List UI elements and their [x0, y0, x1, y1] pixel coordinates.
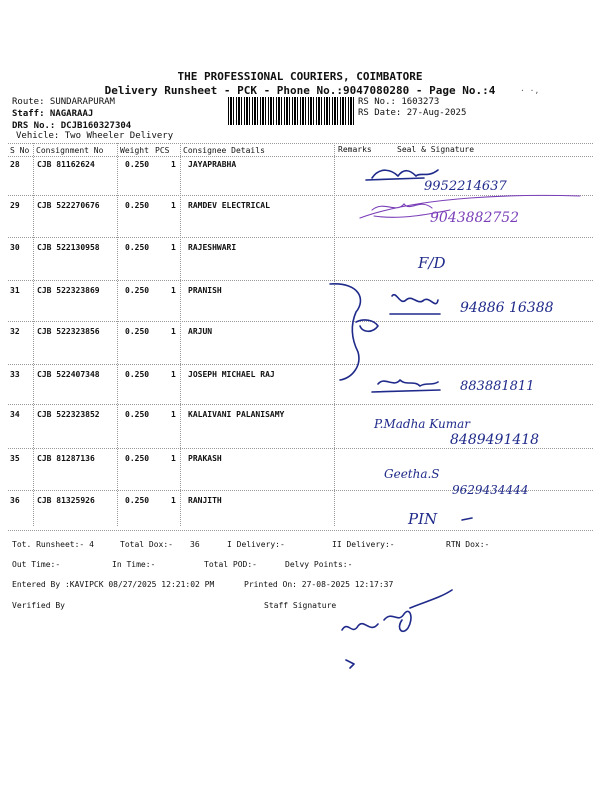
cell-sno: 35: [10, 454, 20, 463]
phone-28: 9952214637: [424, 179, 507, 194]
cell-pcs: 1: [171, 286, 176, 295]
cell-weight: 0.250: [125, 201, 150, 210]
cell-consignment-no: CJB 81162624: [37, 160, 95, 169]
cell-weight: 0.250: [125, 496, 150, 505]
cell-pcs: 1: [171, 454, 176, 463]
out-time: Out Time:-: [12, 560, 61, 569]
cell-weight: 0.250: [125, 286, 150, 295]
cell-pcs: 1: [171, 410, 176, 419]
col-weight: Weight: [120, 146, 149, 155]
phone-35: 9629434444: [452, 483, 529, 497]
mark-36: PIN: [408, 510, 438, 528]
rs-number: RS No.: 1603273: [358, 97, 440, 107]
cell-pcs: 1: [171, 496, 176, 505]
cell-sno: 30: [10, 243, 20, 252]
cell-consignee: KALAIVANI PALANISAMY: [188, 410, 285, 419]
cell-consignment-no: CJB 81287136: [37, 454, 95, 463]
cell-consignee: PRANISH: [188, 286, 222, 295]
col-consignee: Consignee Details: [183, 146, 265, 155]
cell-pcs: 1: [171, 327, 176, 336]
printed-on: Printed On: 27-08-2025 12:17:37: [244, 580, 394, 589]
cell-consignment-no: CJB 522323856: [37, 327, 100, 336]
dash-36: [462, 518, 472, 520]
phone-29: 9043882752: [430, 210, 520, 226]
route-label: Route: SUNDARAPURAM: [12, 97, 115, 107]
total-pod: Total POD:-: [204, 560, 257, 569]
cell-pcs: 1: [171, 160, 176, 169]
cell-pcs: 1: [171, 370, 176, 379]
rtn-dox: RTN Dox:-: [446, 540, 490, 549]
staff-label: Staff: NAGARAAJ: [12, 109, 94, 119]
cell-sno: 36: [10, 496, 20, 505]
cell-consignee: ARJUN: [188, 327, 213, 336]
rs-date: RS Date: 27-Aug-2025: [358, 108, 467, 118]
cell-weight: 0.250: [125, 370, 150, 379]
col-sno: S No: [10, 146, 30, 155]
ii-delivery: II Delivery:-: [332, 540, 395, 549]
cell-consignee: JAYAPRABHA: [188, 160, 237, 169]
total-dox-label: Total Dox:-: [120, 540, 173, 549]
bracket-31-33: [330, 284, 378, 380]
signature-31: [390, 295, 440, 314]
drs-number: DRS No.: DCJB160327304: [12, 121, 132, 131]
runsheet-subtitle: Delivery Runsheet - PCK - Phone No.:9047080280 - Page No.:4: [104, 84, 496, 97]
cell-consignment-no: CJB 522130958: [37, 243, 100, 252]
cell-sno: 29: [10, 201, 20, 210]
cell-sno: 32: [10, 327, 20, 336]
cell-consignee: RAJESHWARI: [188, 243, 237, 252]
signature-33: [372, 380, 440, 392]
cell-weight: 0.250: [125, 454, 150, 463]
staff-signature-label: Staff Signature: [264, 601, 337, 610]
i-delivery: I Delivery:-: [227, 540, 285, 549]
tot-runsheet: Tot. Runsheet:- 4: [12, 540, 94, 549]
verified-by: Verified By: [12, 601, 65, 610]
col-remarks: Remarks: [338, 145, 372, 154]
cell-consignee: PRAKASH: [188, 454, 222, 463]
cell-weight: 0.250: [125, 410, 150, 419]
col-seal: Seal & Signature: [397, 145, 475, 154]
total-dox-value: 36: [190, 540, 200, 549]
cell-consignee: JOSEPH MICHAEL RAJ: [188, 370, 275, 379]
cell-consignment-no: CJB 81325926: [37, 496, 95, 505]
cell-weight: 0.250: [125, 327, 150, 336]
in-time: In Time:-: [112, 560, 156, 569]
vehicle-label: Vehicle: Two Wheeler Delivery: [16, 131, 174, 141]
name-34: P.Madha Kumar: [374, 417, 470, 431]
cell-consignment-no: CJB 522270676: [37, 201, 100, 210]
cell-consignment-no: CJB 522323852: [37, 410, 100, 419]
corner-mark: · ·,: [520, 86, 540, 95]
cell-pcs: 1: [171, 243, 176, 252]
phone-31: 94886 16388: [460, 300, 554, 316]
cell-weight: 0.250: [125, 160, 150, 169]
name-35: Geetha.S: [384, 467, 440, 481]
cell-pcs: 1: [171, 201, 176, 210]
cell-weight: 0.250: [125, 243, 150, 252]
staff-signature: [342, 590, 452, 668]
cell-sno: 28: [10, 160, 20, 169]
phone-33: 883881811: [460, 379, 535, 394]
entered-by: Entered By :KAVIPCK 08/27/2025 12:21:02 PM: [12, 580, 215, 589]
cell-sno: 33: [10, 370, 20, 379]
mark-30: F/D: [418, 254, 446, 272]
cell-sno: 31: [10, 286, 20, 295]
cell-consignee: RAMDEV ELECTRICAL: [188, 201, 270, 210]
delvy-points: Delvy Points:-: [285, 560, 353, 569]
phone-34: 8489491418: [450, 432, 540, 448]
col-consignment: Consignment No: [36, 146, 104, 155]
cell-consignment-no: CJB 522323869: [37, 286, 100, 295]
company-title: THE PROFESSIONAL COURIERS, COIMBATORE: [177, 70, 423, 83]
col-pcs: PCS: [155, 146, 170, 155]
cell-consignment-no: CJB 522407348: [37, 370, 100, 379]
cell-sno: 34: [10, 410, 20, 419]
cell-consignee: RANJITH: [188, 496, 222, 505]
